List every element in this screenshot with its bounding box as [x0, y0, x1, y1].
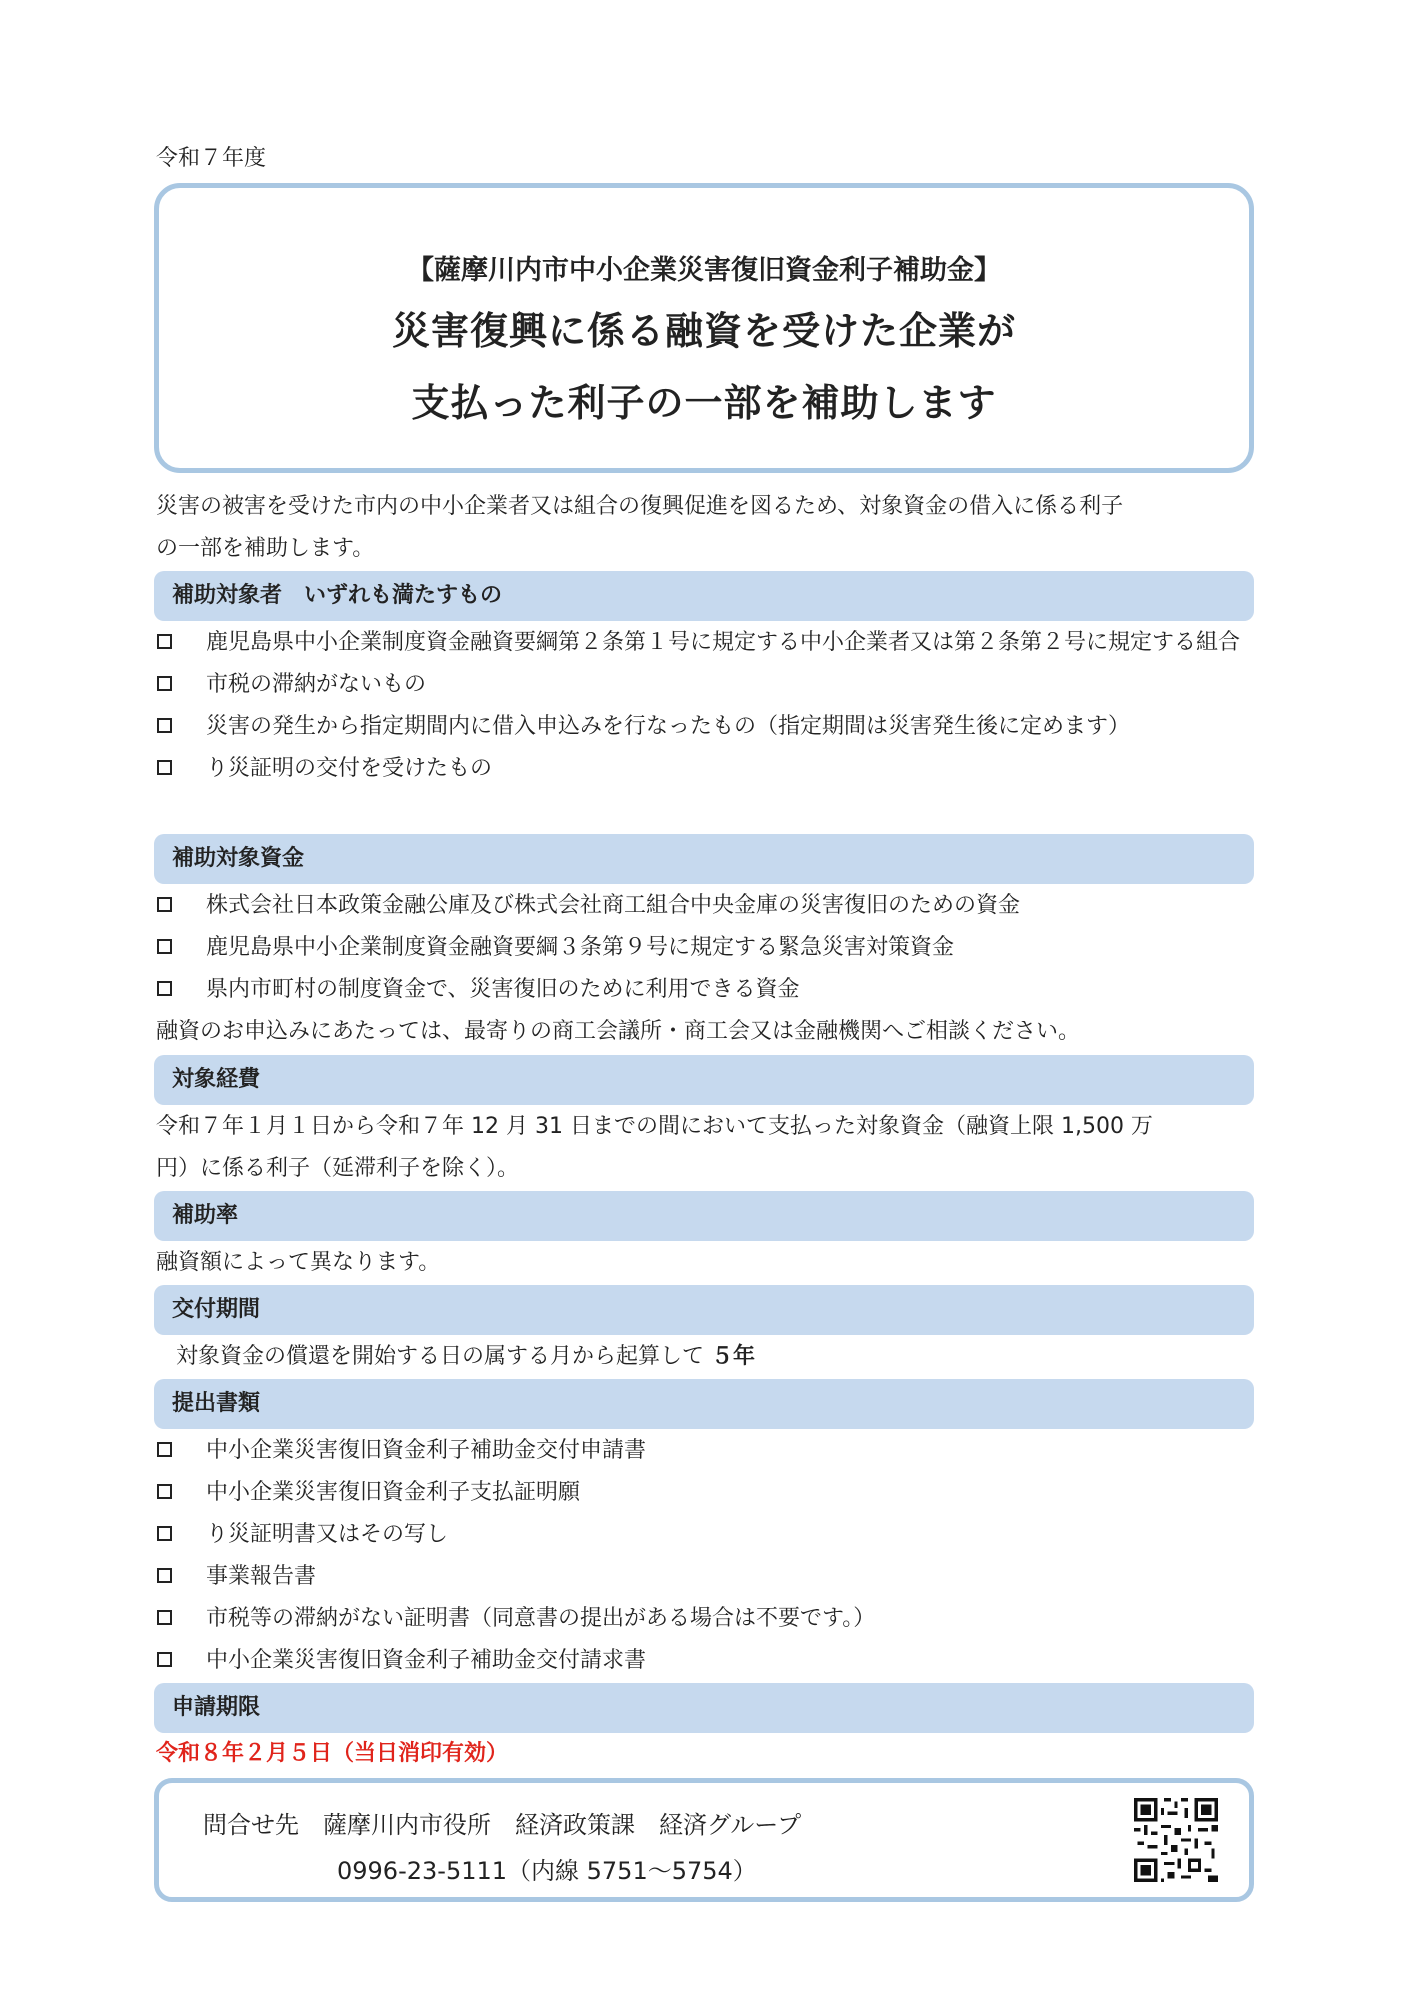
section-heading-documents: 提出書類	[154, 1379, 1254, 1429]
checkbox-icon	[157, 676, 172, 691]
contact-office: 問合せ先 薩摩川内市役所 経済政策課 経済グループ	[203, 1811, 802, 1839]
checkbox-icon	[157, 1652, 172, 1667]
expenses-line-1: 令和７年１月１日から令和７年 12 月 31 日までの間において支払った対象資金（融資上限 1,500 万	[156, 1114, 1153, 1139]
checkbox-icon	[157, 1484, 172, 1499]
eligible-list	[156, 622, 1266, 790]
checkbox-icon	[157, 939, 172, 954]
list-item: 鹿児島県中小企業制度資金融資要綱第２条第１号に規定する中小企業者又は第２条第２号に規定する組合	[156, 622, 1266, 664]
program-name: 【薩摩川内市中小企業災害復旧資金利子補助金】	[407, 255, 1001, 286]
list-item: 鹿児島県中小企業制度資金融資要綱３条第９号に規定する緊急災害対策資金	[156, 927, 1266, 969]
contact-box	[154, 1778, 1254, 1902]
period-description: 対象資金の償還を開始する日の属する月から起算して	[176, 1344, 705, 1369]
list-item: 市税の滞納がないもの	[156, 664, 1266, 706]
headline-line-1: 災害復興に係る融資を受けた企業が	[391, 309, 1016, 353]
list-item: り災証明書又はその写し	[156, 1514, 1266, 1556]
checkbox-icon	[157, 897, 172, 912]
checkbox-icon	[157, 981, 172, 996]
checkbox-icon	[157, 1610, 172, 1625]
section-heading-funds: 補助対象資金	[154, 834, 1254, 884]
list-item: 市税等の滞納がない証明書（同意書の提出がある場合は不要です。）	[156, 1598, 1266, 1640]
list-item: 中小企業災害復旧資金利子補助金交付申請書	[156, 1430, 1266, 1472]
section-heading-eligible: 補助対象者 いずれも満たすもの	[154, 571, 1254, 621]
section-heading-period: 交付期間	[154, 1285, 1254, 1335]
expenses-line-2: 円）に係る利子（延滞利子を除く）。	[156, 1156, 520, 1181]
documents-list	[156, 1430, 1266, 1682]
period-text	[176, 1336, 755, 1378]
list-item: 中小企業災害復旧資金利子支払証明願	[156, 1472, 1266, 1514]
headline-line-2: 支払った利子の一部を補助します	[411, 381, 997, 425]
list-item: 県内市町村の制度資金で、災害復旧のために利用できる資金	[156, 969, 1266, 1011]
checkbox-icon	[157, 718, 172, 733]
title-box	[154, 183, 1254, 473]
intro-line-1: 災害の被害を受けた市内の中小企業者又は組合の復興促進を図るため、対象資金の借入に係る利子	[156, 494, 1124, 519]
period-value: ５年	[711, 1344, 756, 1369]
deadline-text: 令和８年２月５日（当日消印有効）	[156, 1741, 509, 1766]
list-item: 中小企業災害復旧資金利子補助金交付請求書	[156, 1640, 1266, 1682]
checkbox-icon	[157, 1442, 172, 1457]
section-heading-rate: 補助率	[154, 1191, 1254, 1241]
funds-note: 融資のお申込みにあたっては、最寄りの商工会議所・商工会又は金融機関へご相談ください。	[156, 1019, 1081, 1044]
rate-text: 融資額によって異なります。	[156, 1250, 441, 1275]
section-heading-deadline: 申請期限	[154, 1683, 1254, 1733]
list-item: 災害の発生から指定期間内に借入申込みを行なったもの（指定期間は災害発生後に定めます）	[156, 706, 1266, 748]
list-item: り災証明の交付を受けたもの	[156, 748, 1266, 790]
section-heading-expenses: 対象経費	[154, 1055, 1254, 1105]
checkbox-icon	[157, 1568, 172, 1583]
fiscal-year: 令和７年度	[156, 146, 267, 171]
checkbox-icon	[157, 760, 172, 775]
intro-line-2: の一部を補助します。	[156, 536, 375, 561]
checkbox-icon	[157, 1526, 172, 1541]
funds-list	[156, 885, 1266, 1011]
checkbox-icon	[157, 634, 172, 649]
list-item: 事業報告書	[156, 1556, 1266, 1598]
contact-phone: 0996-23-5111（内線 5751～5754）	[337, 1857, 757, 1885]
qr-code-icon[interactable]	[1134, 1798, 1218, 1882]
list-item: 株式会社日本政策金融公庫及び株式会社商工組合中央金庫の災害復旧のための資金	[156, 885, 1266, 927]
